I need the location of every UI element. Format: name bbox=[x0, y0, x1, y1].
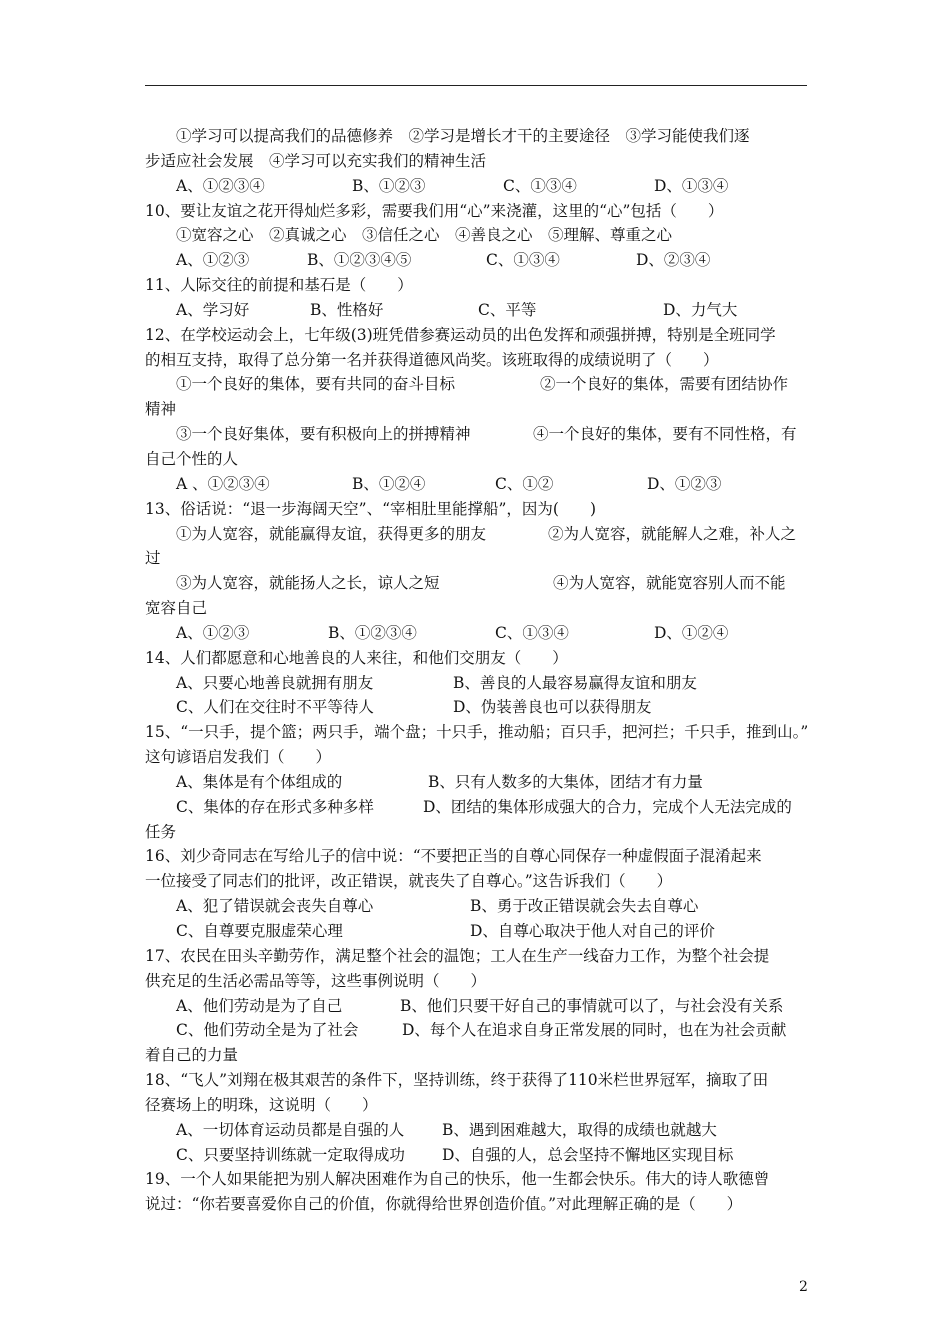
question-line: 15、“一只手，提个篮；两只手，端个盘；十只手，推动船；百只手，把河拦；千只手，推到山。” bbox=[145, 723, 809, 742]
text-line: 说过：“你若要喜爱你自己的价值，你就得给世界创造价值。”对此理解正确的是（ ） bbox=[145, 1195, 743, 1214]
option-c: C、平等 bbox=[478, 300, 537, 319]
text-line: 精神 bbox=[145, 400, 177, 419]
statement-line bbox=[145, 372, 807, 397]
option-c: C、①③④ bbox=[503, 176, 577, 195]
option-b: B、性格好 bbox=[310, 300, 384, 319]
option-b: B、①②③④⑤ bbox=[307, 251, 412, 270]
options-line bbox=[145, 621, 807, 646]
option-b: B、①②④ bbox=[352, 474, 426, 493]
option-b: B、遇到困难越大，取得的成绩也就越大 bbox=[442, 1120, 717, 1139]
option-b: B、只有人数多的大集体，团结才有力量 bbox=[428, 772, 703, 791]
option-a: A、只要心地善良就拥有朋友 bbox=[176, 673, 374, 692]
option-d: D、伪装善良也可以获得朋友 bbox=[453, 698, 652, 717]
options-line bbox=[145, 919, 807, 944]
question-line: 11、人际交往的前提和基石是（ ） bbox=[145, 276, 413, 295]
options-line bbox=[145, 174, 807, 199]
option-a: A、①②③④ bbox=[176, 176, 265, 195]
statement-left: ①一个良好的集体，要有共同的奋斗目标 bbox=[176, 375, 456, 394]
text-line: 一位接受了同志们的批评，改正错误，就丧失了自尊心。”这告诉我们（ ） bbox=[145, 872, 673, 891]
option-a: A、①②③ bbox=[176, 251, 250, 270]
text-line: 的相互支持，取得了总分第一名并获得道德风尚奖。该班取得的成绩说明了（ ） bbox=[145, 350, 719, 369]
text-line: 任务 bbox=[145, 822, 177, 841]
question-line: 17、农民在田头辛勤劳作，满足整个社会的温饱；工人在生产一线奋力工作，为整个社会提 bbox=[145, 946, 770, 965]
option-a: A、一切体育运动员都是自强的人 bbox=[176, 1120, 405, 1139]
statement-line bbox=[145, 571, 807, 596]
option-a: A、①②③ bbox=[176, 623, 250, 642]
option-c: C、人们在交往时不平等待人 bbox=[176, 698, 374, 717]
page-number: 2 bbox=[799, 1279, 808, 1295]
options-line bbox=[145, 472, 807, 497]
statement-right: ④为人宽容，就能宽容别人而不能 bbox=[553, 574, 786, 593]
option-d: D、力气大 bbox=[663, 300, 738, 319]
text-line: 供充足的生活必需品等等，这些事例说明（ ） bbox=[145, 971, 487, 990]
statement-right: ②一个良好的集体，需要有团结协作 bbox=[540, 375, 789, 394]
option-c: C、①③④ bbox=[486, 251, 560, 270]
options-line bbox=[145, 770, 807, 795]
statement-right: ④一个良好的集体，要有不同性格，有 bbox=[533, 425, 797, 444]
options-line bbox=[145, 1143, 807, 1168]
statement-left: ③为人宽容，就能扬人之长，谅人之短 bbox=[176, 574, 440, 593]
question-line: 16、刘少奇同志在写给儿子的信中说：“不要把正当的自尊心同保存一种虚假面子混淆起来 bbox=[145, 847, 762, 866]
text-line: 宽容自己 bbox=[145, 599, 208, 618]
option-c: C、①② bbox=[495, 474, 554, 493]
option-b: B、①②③④ bbox=[328, 623, 417, 642]
option-d: D、团结的集体形成强大的合力，完成个人无法完成的 bbox=[423, 797, 792, 816]
options-line bbox=[145, 671, 807, 696]
options-line bbox=[145, 1018, 807, 1043]
option-d: D、①③④ bbox=[654, 176, 729, 195]
statement-right: ②为人宽容，就能解人之难，补人之 bbox=[548, 524, 797, 543]
statement-left: ③一个良好集体，要有积极向上的拼搏精神 bbox=[176, 425, 471, 444]
question-line: 13、俗话说：“退一步海阔天空”、“宰相肚里能撑船”，因为( ) bbox=[145, 499, 597, 518]
question-text bbox=[145, 124, 807, 1217]
statement-left: ①为人宽容，就能赢得友谊，获得更多的朋友 bbox=[176, 524, 487, 543]
text-line: 步适应社会发展 ④学习可以充实我们的精神生活 bbox=[145, 151, 487, 170]
options-line bbox=[145, 795, 807, 820]
text-line: 自己个性的人 bbox=[145, 449, 239, 468]
question-line: 10、要让友谊之花开得灿烂多彩，需要我们用“心”来浇灌，这里的“心”包括（ ） bbox=[145, 201, 724, 220]
options-line bbox=[145, 994, 807, 1019]
text-line: 径赛场上的明珠，这说明（ ） bbox=[145, 1095, 378, 1114]
text-line: 着自己的力量 bbox=[145, 1046, 239, 1065]
options-line bbox=[145, 1118, 807, 1143]
option-d: D、②③④ bbox=[636, 251, 711, 270]
options-line bbox=[145, 894, 807, 919]
header-rule bbox=[145, 85, 807, 86]
option-c: C、自尊要克服虚荣心理 bbox=[176, 922, 343, 940]
question-line: 19、一个人如果能把为别人解决困难作为自己的快乐，他一生都会快乐。伟大的诗人歌德曾 bbox=[145, 1170, 770, 1189]
option-c: C、①③④ bbox=[495, 623, 569, 642]
options-line bbox=[145, 695, 807, 720]
text-line: ①学习可以提高我们的品德修养 ②学习是增长才干的主要途径 ③学习能使我们逐 bbox=[176, 127, 750, 145]
option-d: D、①②④ bbox=[654, 623, 729, 642]
option-b: B、勇于改正错误就会失去自尊心 bbox=[470, 897, 699, 916]
question-line: 14、人们都愿意和心地善良的人来往，和他们交朋友（ ） bbox=[145, 648, 568, 667]
option-c: C、只要坚持训练就一定取得成功 bbox=[176, 1145, 405, 1164]
text-line: ①宽容之心 ②真诚之心 ③信任之心 ④善良之心 ⑤理解、尊重之心 bbox=[176, 226, 673, 245]
option-d: D、每个人在追求自身正常发展的同时，也在为社会贡献 bbox=[402, 1021, 787, 1040]
question-line: 12、在学校运动会上，七年级(3)班凭借参赛运动员的出色发挥和顽强拼搏，特别是全班同学 bbox=[145, 325, 776, 344]
option-a: A 、①②③④ bbox=[176, 474, 270, 493]
option-a: A、学习好 bbox=[176, 300, 250, 319]
option-c: C、他们劳动全是为了社会 bbox=[176, 1021, 359, 1040]
options-line bbox=[145, 248, 807, 273]
question-line: 18、“飞人”刘翔在极其艰苦的条件下，坚持训练，终于获得了110米栏世界冠军，摘取了田 bbox=[145, 1071, 769, 1090]
option-d: D、自尊心取决于他人对自己的评价 bbox=[470, 922, 715, 940]
statement-line bbox=[145, 522, 807, 547]
text-line: 过 bbox=[145, 549, 161, 568]
option-b: B、善良的人最容易赢得友谊和朋友 bbox=[453, 673, 697, 692]
option-a: A、他们劳动是为了自己 bbox=[176, 996, 343, 1015]
option-d: D、自强的人，总会坚持不懈地区实现目标 bbox=[442, 1145, 734, 1164]
text-line: 这句谚语启发我们（ ） bbox=[145, 748, 332, 767]
option-a: A、集体是有个体组成的 bbox=[176, 772, 343, 791]
option-a: A、犯了错误就会丧失自尊心 bbox=[176, 897, 374, 916]
option-c: C、集体的存在形式多种多样 bbox=[176, 797, 374, 816]
option-d: D、①②③ bbox=[647, 474, 722, 493]
option-b: B、①②③ bbox=[352, 176, 426, 195]
option-b: B、他们只要干好自己的事情就可以了，与社会没有关系 bbox=[400, 996, 784, 1015]
statement-line bbox=[145, 422, 807, 447]
options-line bbox=[145, 298, 807, 323]
